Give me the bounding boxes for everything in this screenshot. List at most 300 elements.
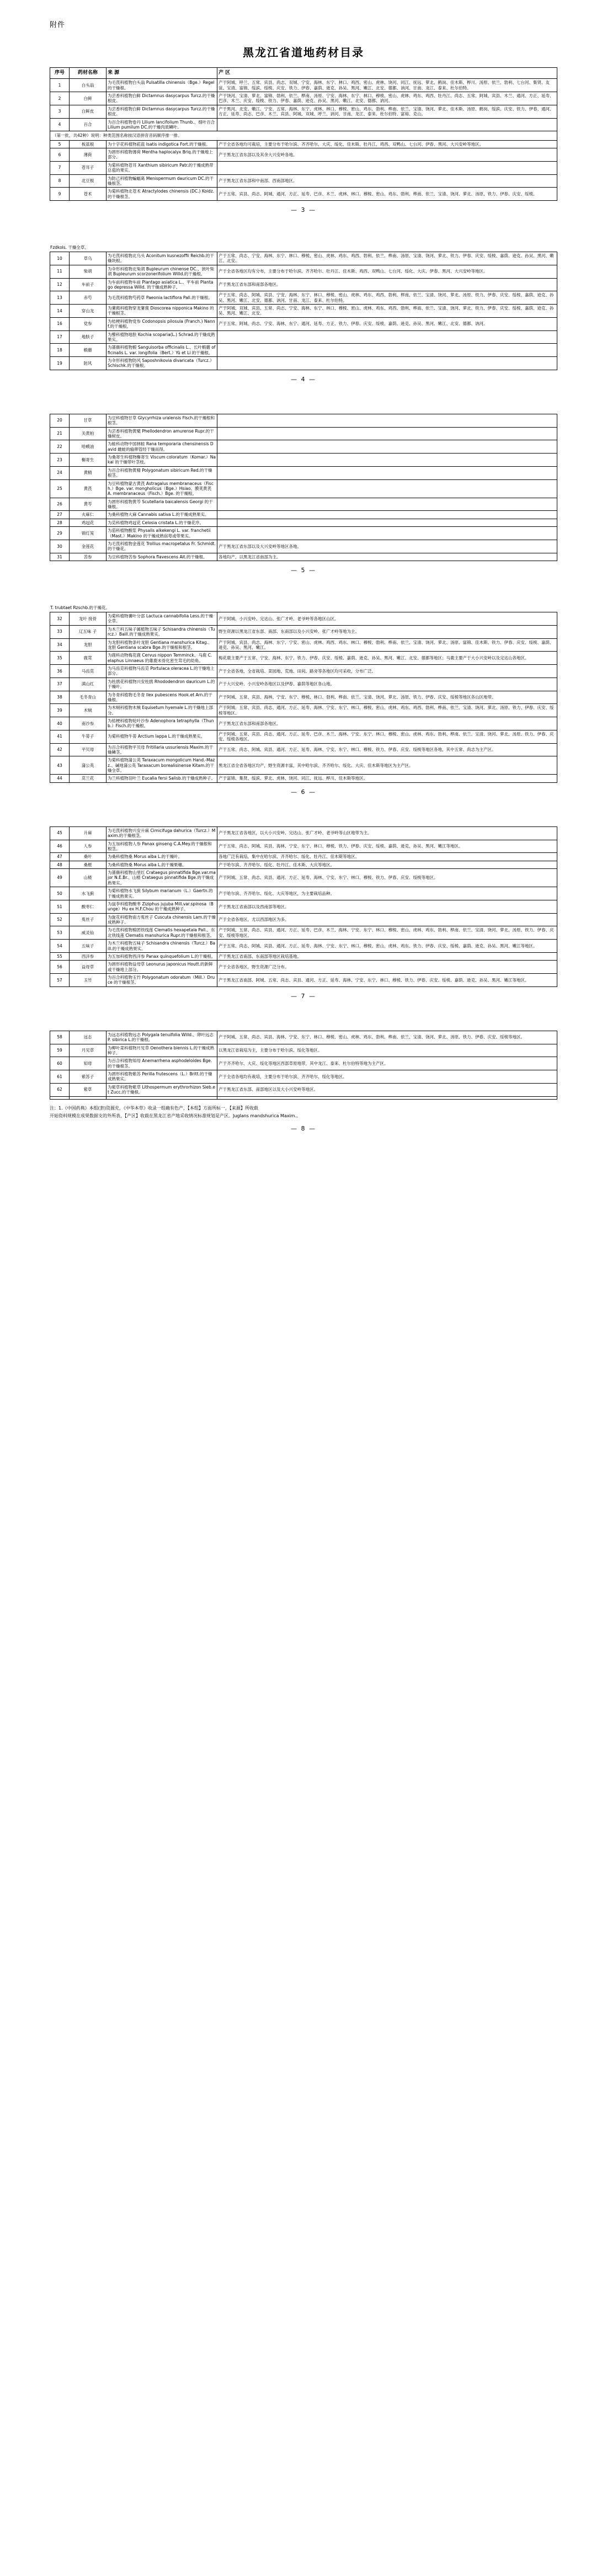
cell-source: 为车前科植物车前 Plantago asiatica L.、平车前 Plantago depressa Willd. 的干燥成熟种子。 (107, 278, 217, 291)
cell-no: 26 (50, 498, 70, 511)
table-row (50, 861, 557, 868)
cell-area: 产于黑龙江省东部以及其余大兴安岭各地。 (217, 148, 557, 162)
cell-source: 为百合科植物平贝母 Fritillaria ussuriensis Maxim.的干燥鳞茎。 (107, 743, 217, 756)
table-body-1 (50, 79, 557, 201)
cell-source: 为马齿苋科植物马齿苋 Portulaca oleracea L.的干燥地上部分。 (107, 665, 217, 678)
cell-name: 玉竹 (70, 974, 107, 987)
cell-name: 桑椹 (70, 861, 107, 868)
cell-name: 威灵仙 (70, 926, 107, 940)
cell-name: 紫苏子 (70, 1070, 107, 1084)
cell-area (217, 118, 557, 131)
col-source: 来 源 (107, 68, 217, 79)
cell-name: 草乌 (70, 252, 107, 265)
cell-no: 4 (50, 118, 70, 131)
cell-name: 苍术 (70, 188, 107, 201)
cell-name: 水飞蓟 (70, 887, 107, 900)
cell-no: 42 (50, 743, 70, 756)
table-row (50, 1083, 557, 1096)
table-row (50, 612, 557, 626)
cell-source: 为五加科植物人参 Panax ginseng C.A.Mey.的干燥根和根茎。 (107, 840, 217, 853)
table-header-row (50, 68, 557, 79)
cell-area: 产于黑龙江省东部、南部地区以及大小兴安岭等地区。 (217, 1083, 557, 1096)
cell-no: 11 (50, 265, 70, 278)
cell-area: 产于全省各地区，野生资源广泛分布。 (217, 961, 557, 974)
cell-name: 山楂 (70, 869, 107, 887)
cell-source: 为菊科植物苍耳 Xanthium sibiricum Patr.的干燥成熟带总苞的果实。 (107, 161, 217, 174)
cell-no: 54 (50, 940, 70, 953)
cell-no: 52 (50, 913, 70, 926)
cell-name: 桑叶 (70, 853, 107, 861)
cell-no: 61 (50, 1070, 70, 1084)
cell-name: 甘草 (70, 414, 107, 427)
table-row (50, 278, 557, 291)
page-2 (0, 244, 607, 383)
table-row (50, 756, 557, 775)
cell-source: 为薯蓣科植物穿龙薯蓣 Dioscorea nipponica Makino 的干燥根茎。 (107, 305, 217, 318)
table-row (50, 1031, 557, 1044)
cell-source: 为豆科植物甘草 Glycyrrhiza uralensis Fisch.的干燥根和根茎。 (107, 414, 217, 427)
cell-area: 产于黑龙江省南部、阿城、五常、尚志、宾县、通河、方正、延寿、海林、宁安、东宁、林口、穆棱、铁力、伊春、庆安、绥棱、嘉荫、逊克、孙吴、黑河、嫩江等地区。 (217, 974, 557, 987)
cell-source: 为毛茛科植物棉团铁线莲 Clematis hexapetala Pall.、东北铁线莲 Clematis manshurica Rupr.的干燥根和根茎。 (107, 926, 217, 940)
cell-area: 野生资源以黑龙江省东部、南部、东南部以及小兴安岭、张广才岭等地为主。 (217, 625, 557, 638)
table-row (50, 454, 557, 467)
cell-name: 赤芍 (70, 291, 107, 305)
table-row (50, 853, 557, 861)
cell-source: 为茄科植物酸浆 Physalis alkekengi L. var. franchetii（Mast.）Makino 的干燥成熟宿萼或带果实。 (107, 527, 217, 540)
page-gap (0, 1000, 607, 1031)
cell-area (217, 440, 557, 454)
cell-area: 产于黑龙江省南部以及西南部等地区。 (217, 900, 557, 913)
table-row (50, 940, 557, 953)
continuation-text: Fzdkols. 干燥全草。 (50, 245, 89, 250)
table-row (50, 188, 557, 201)
cell-no: 41 (50, 730, 70, 743)
cell-no: 27 (50, 511, 70, 519)
table-row (50, 479, 557, 498)
cell-name: 哈蟆油 (70, 440, 107, 454)
cell-area: 产于齐齐哈尔、大庆、绥化等地区西部草原地带，其中龙江、泰来、杜尔伯特等地为主产区。 (217, 1057, 557, 1070)
cell-no: 10 (50, 252, 70, 265)
cell-no: 58 (50, 1031, 70, 1044)
cell-source: 为伞形科植物防风 Saposhnikovia divaricata（Turcz.）Schischk.的干燥根。 (107, 357, 217, 370)
col-area: 产 区 (217, 68, 557, 79)
cell-source: 为木贼科植物木贼 Equisetum hyemale L.的干燥地上部分。 (107, 704, 217, 717)
cell-source: 为鹿科动物梅花鹿 Cervus nippon Temminck、马鹿 C. elaphus Linnaeus 的雄鹿未骨化密生茸毛的幼角。 (107, 652, 217, 665)
table-row (50, 317, 557, 330)
cell-no: 23 (50, 454, 70, 467)
cell-area: 黑龙江省全省各地区均产，野生资源丰富，其中哈尔滨、齐齐哈尔、绥化、大庆、佳木斯等地区为主产区。 (217, 756, 557, 775)
cell-source: 为苋科植物鸡冠花 Celosia cristata L.的干燥花序。 (107, 519, 217, 526)
table-row (50, 652, 557, 665)
cell-no: 33 (50, 625, 70, 638)
cell-area (217, 357, 557, 370)
cell-area: 各地均产，以黑龙江省南部为主。 (217, 553, 557, 561)
footnote-1: 注：1.《中国药典》本组(套)资源充，《中华本草》收录一组确有色产，【本组】方面所标一，【来源】所收载 (50, 1105, 258, 1111)
page-gap (0, 796, 607, 826)
cell-source: 为毛茛科植物兴安升麻 Cimicifuga dahurica（Turcz.）Maxim.的干燥根茎。 (107, 826, 217, 840)
cell-no: 57 (50, 974, 70, 987)
cell-no: 24 (50, 466, 70, 479)
cell-source: 为百合科植物知母 Anemarrhena asphodeloides Bge.的干燥根茎。 (107, 1057, 217, 1070)
cell-name: 木贼 (70, 704, 107, 717)
cell-source: 为豆科植物蒙古黄芪 Astragalus membranaceus（Fisch.）Bge. var. mongholicus（Bge.）Hsiao、膜荚黄芪 A. membranaceus（Fisch.）Bge. 的干燥根。 (107, 479, 217, 498)
table-row (50, 540, 557, 553)
cell-no: 31 (50, 553, 70, 561)
cell-source: 为菊科植物水飞蓟 Silybum marianum（L.）Gaertn.的干燥成熟果实。 (107, 887, 217, 900)
footnote-2: 开始资料规模在成果数据支的外所表，【产区】收载在黑龙江省产地采收情况标准规划是产区。Juglans mandshurica Maxim.。 (50, 1113, 301, 1118)
cell-name (70, 1096, 107, 1099)
cell-area: 产于黑龙江省东部和中南部、西南部地区。 (217, 174, 557, 188)
table-row (50, 291, 557, 305)
cell-name: 地肤子 (70, 330, 107, 344)
table-row (50, 840, 557, 853)
cell-name: 牛蒡子 (70, 730, 107, 743)
cell-source: 为蔷薇科植物山里红 Crataegus pinnatifida Bge.var.major N.E.Br.、山楂 Crataegus pinnatifida Bge.的干燥成熟果实。 (107, 869, 217, 887)
cell-name: 党参 (70, 317, 107, 330)
cell-area: 产于五常、尚志、阿城、宾县、宁安、海林、东宁、林口、穆棱、密山、虎林、鸡东、鸡西、勃利、桦南、依兰、宝清、饶河、萝北、汤原、铁力、伊春、庆安、绥棱、嘉荫、逊克、孙吴、黑河、嫩江、北安、德都、讷河、甘南、龙江、泰来、杜尔伯特。 (217, 291, 557, 305)
cell-name: 知母 (70, 1057, 107, 1070)
table-row (50, 466, 557, 479)
table-row (50, 1044, 557, 1057)
cell-source: 为菊科植物牛蒡 Arctium lappa L.的干燥成熟果实。 (107, 730, 217, 743)
table-row (50, 730, 557, 743)
cell-name: 月见草 (70, 1044, 107, 1057)
cell-source: 为旋花科植物南方菟丝子 Cuscuta chinensis Lam.的干燥成熟种子。 (107, 913, 217, 926)
cell-area: 产于黑龙江省东部和南部各地区。 (217, 717, 557, 730)
table-body-6 (50, 1031, 557, 1099)
cell-no: 9 (50, 188, 70, 201)
cell-area (217, 519, 557, 526)
cell-area: 产于全省各地区均有分布，主要分布于哈尔滨、齐齐哈尔、牡丹江、佳木斯、鸡西、双鸭山、七台河、绥化、大庆、伊春、黑河、大兴安岭等地区。 (217, 265, 557, 278)
table-row (50, 974, 557, 987)
cell-no: 38 (50, 691, 70, 704)
cell-no: 20 (50, 414, 70, 427)
cell-source: 为芸香科植物黄檗 Phellodendron amurense Rupr.的干燥树皮。 (107, 427, 217, 440)
cell-source: 为菊科植物蓍叶分部 Lactuca cannabifolia Less.的干燥全草。 (107, 612, 217, 626)
cell-name: 黄精 (70, 466, 107, 479)
table-row (50, 952, 557, 960)
table-row (50, 775, 557, 782)
cell-no: 51 (50, 900, 70, 913)
cell-area: 产于阿城、呼兰、五常、宾县、尚志、双城、宁安、海林、东宁、林口、鸡西、密山、虎林、饶河、同江、抚远、萝北、鹤岗、佳木斯、桦川、汤原、依兰、勃利、七台河、集贤、友谊、宝清、富锦、绥滨、绥棱、庆安、铁力、伊春、嘉荫、逊克、孙吴、黑河、嫩江、北安、德都、讷河、甘南、龙江、泰来、杜尔伯特。 (217, 79, 557, 92)
cell-name: 蒲公英 (70, 756, 107, 775)
cell-no: 37 (50, 678, 70, 691)
cell-source: 为杜鹃花科植物兴安杜鹃 Rhododendron dauricum L.的干燥叶。 (107, 678, 217, 691)
cell-area: 各地广泛有栽培，集中在哈尔滨、齐齐哈尔、绥化、牡丹江、佳木斯等地区。 (217, 853, 557, 861)
table-row (50, 174, 557, 188)
cell-source: 为芸香科植物白鲜 Dictamnus dasycarpus Turcz.的干燥根皮。 (107, 92, 217, 105)
table-row (50, 826, 557, 840)
cell-no: 47 (50, 853, 70, 861)
catalog-table-3 (50, 414, 557, 561)
cell-source: 为菊科植物蒲公英 Taraxacum mongolicum Hand.-Mazz.、碱地蒲公英 Taraxacum borealisinense Kitam.的干燥全草。 (107, 756, 217, 775)
page-number: — 6 — (291, 788, 316, 796)
cell-area (217, 1096, 557, 1099)
catalog-table-5 (50, 826, 557, 987)
cell-no: 39 (50, 704, 70, 717)
catalog-table-2 (50, 252, 557, 370)
table-row (50, 344, 557, 357)
cell-name: 远志 (70, 1031, 107, 1044)
cell-name: 椴蘑 (70, 344, 107, 357)
cell-source: 为毛茛科植物北乌头 Aconitum kusnezoffii Reichb.的干燥块根。 (107, 252, 217, 265)
cell-name: 金莲花 (70, 540, 107, 553)
table-row (50, 140, 557, 148)
table-row (50, 638, 557, 652)
cell-area: 产于阿城、五常、宾县、尚志、通河、方正、延寿、海林、宁安、东宁、林口、穆棱、密山、虎林、鸡东、鸡西、勃利、桦南、依兰、宝清、饶河、萝北、汤原、铁力、伊春、庆安、绥棱等地区。 (217, 704, 557, 717)
cell-area: 产于五常、尚志、宁安、海林、东宁、林口、穆棱、密山、虎林、鸡东、鸡西、勃利、依兰、桦南、汤原、宝清、饶河、萝北、铁力、伊春、庆安、绥棱、嘉荫、逊克、孙吴、黑河、嫩江、北安。 (217, 252, 557, 265)
table-row (50, 427, 557, 440)
cell-name: 升麻 (70, 826, 107, 840)
cell-source: 为唇形科植物益母草 Leonurus japonicus Houtt.的新鲜或干燥地上部分。 (107, 961, 217, 974)
table-row (50, 305, 557, 318)
table-row (50, 913, 557, 926)
cell-area: 产于黑龙江省东部以及大兴安岭等地区各地。 (217, 540, 557, 553)
cell-area: 产于阿城、双城、宾县、五常、尚志、宁安、海林、东宁、林口、穆棱、密山、虎林、鸡东、鸡西、勃利、桦南、依兰、宝清、饶河、萝北、铁力、伊春、庆安、绥棱、嘉荫、逊克、孙吴、黑河、嫩江、北安。 (217, 305, 557, 318)
cell-area: 产于黑龙江省各地区，以大小兴安岭、完达山、张广才岭、老爷岭等山区地带为主。 (217, 826, 557, 840)
cell-area (217, 454, 557, 467)
cell-name: 车前子 (70, 278, 107, 291)
cell-area (217, 161, 557, 174)
table-row (50, 717, 557, 730)
cell-name: 黄芪 (70, 479, 107, 498)
cell-area: 以黑龙江省栽培为主，主要分布于哈尔滨、绥化等地区。 (217, 1044, 557, 1057)
cell-name: 紫草 (70, 1083, 107, 1096)
table-body-5 (50, 826, 557, 986)
cell-name: 薄荷 (70, 148, 107, 162)
cell-name: 火麻仁 (70, 511, 107, 519)
cell-area: 产于五常、尚志、阿城、宾县、通河、方正、延寿、海林、宁安、东宁、林口、穆棱、密山、虎林、鸡东、铁力、伊春、庆安、绥棱、嘉荫、逊克、孙吴、黑河、嫩江等地区。 (217, 940, 557, 953)
cell-area: 产于黑龙江省东部和南部各地区。 (217, 278, 557, 291)
cell-source: 为木兰科五味子属植物五味子 Schisandra chinensis（Turcz.）Baill.的干燥成熟果实。 (107, 625, 217, 638)
cell-area (217, 498, 557, 511)
table-row (50, 161, 557, 174)
col-name: 药材名称 (70, 68, 107, 79)
cell-area: 产于大兴安岭、小兴安岭各地区以及伊春、嘉荫等地区各山地。 (217, 678, 557, 691)
cell-area (217, 414, 557, 427)
cell-source: 为毛茛科植物白头翁 Pulsatilla chinensis（Bge.）Regel 的干燥根。 (107, 79, 217, 92)
cell-source: 为五加科植物西洋参 Panax quinquefolium L.的干燥根。 (107, 952, 217, 960)
cell-no: 7 (50, 161, 70, 174)
cell-area: 产于黑河、北安、嫩江、宁安、五常、海林、东宁、虎林、林口、穆棱、密山、鸡东、勃利、桦南、依兰、宝清、饶河、萝北、佳木斯、汤原、鹤岗、绥滨、庆安、铁力、伊春、通河、方正、延寿、尚志、巴彦、木兰、宾县、阿城、双城、呼兰、讷河、甘南、龙江、泰来、杜尔伯特、富裕、克山。 (217, 105, 557, 118)
cell-source: 为毛茛科植物金莲花 Trollius macropetalus Fr. Schmidt. 的干燥花。 (107, 540, 217, 553)
cell-area: 产于阿城、五常、尚志、宾县、海林、宁安、东宁、林口、穆棱、密山、虎林、鸡东、勃利、桦南、依兰、宝清、饶河、萝北、汤原、铁力、伊春、庆安、绥棱等地区。 (217, 1031, 557, 1044)
cell-no: 12 (50, 278, 70, 291)
cell-name: 苍耳子 (70, 161, 107, 174)
table-row (50, 79, 557, 92)
page-number: — 7 — (291, 992, 316, 1000)
cell-no: 16 (50, 317, 70, 330)
cell-name: 南沙参 (70, 717, 107, 730)
cell-no: 62 (50, 1083, 70, 1096)
cell-no: 53 (50, 926, 70, 940)
cell-area: 产于饶河、宝清、萝北、富锦、勃利、依兰、桦南、汤原、宁安、海林、东宁、林口、穆棱、密山、虎林、鸡东、鸡西、牡丹江、尚志、五常、阿城、宾县、木兰、通河、方正、延寿、巴彦、木兰、庆安、绥棱、铁力、伊春、嘉荫、逊克、孙吴、黑河、嫩江、北安、德都、讷河。 (217, 92, 557, 105)
cell-no: 35 (50, 652, 70, 665)
cell-name: 白头翁 (70, 79, 107, 92)
cell-source: 为十字花科植物菘蓝 Isatis indigotica Fort.的干燥根。 (107, 140, 217, 148)
cell-area (217, 427, 557, 440)
table-row (50, 678, 557, 691)
cell-source (107, 1096, 217, 1099)
cell-no: 1 (50, 79, 70, 92)
cell-name: 柴胡 (70, 265, 107, 278)
page-gap (0, 383, 607, 414)
table-row (50, 743, 557, 756)
cell-no: 28 (50, 519, 70, 526)
cell-name: 板蓝根 (70, 140, 107, 148)
table-row (50, 148, 557, 162)
cell-name: 槲寄生 (70, 454, 107, 467)
cell-source: 为鼠李科植物酸枣 Ziziphus jujuba Mill.var.spinosa（Bunge）Hu ex H.F.Chou 的干燥成熟种子。 (107, 900, 217, 913)
cell-source: 为桑科植物桑 Morus alba L.的干燥果穗。 (107, 861, 217, 868)
page-6 (0, 1031, 607, 1132)
note-row (50, 131, 557, 140)
cell-source: 为百合科植物黄精 Polygonatum sibiricum Red.的干燥根茎。 (107, 466, 217, 479)
table-row (50, 357, 557, 370)
page-number: — 4 — (291, 375, 316, 383)
cell-no: 46 (50, 840, 70, 853)
cell-area: 产于哈尔滨、齐齐哈尔、绥化、牡丹江、佳木斯、大庆等地区。 (217, 861, 557, 868)
cell-source: 为菊科植物北苍术 Atractylodes chinensis (DC.) Koidz.的干燥根茎。 (107, 188, 217, 201)
page-3 (0, 414, 607, 574)
cell-source: 为毛茛科植物芍药草 Paeonia lactiflora Pall.的干燥根。 (107, 291, 217, 305)
cell-area: 产于阿城、五常、尚志、宾县、通河、方正、延寿、海林、宁安、东宁、林口、穆棱、铁力、伊春、庆安、绥棱等地区。 (217, 869, 557, 887)
table-row (50, 625, 557, 638)
cell-source: 为桑寄生科植物槲寄生 Viscum coloratum（Komar.）Nakai 的干燥带叶茎枝。 (107, 454, 217, 467)
table-row (50, 252, 557, 265)
cell-area (217, 466, 557, 479)
cell-name: 防风 (70, 357, 107, 370)
cell-no: 21 (50, 427, 70, 440)
table-body-3 (50, 414, 557, 561)
cell-source: 为伞形科植物北柴胡 Bupleurum chinense DC.、狭叶柴胡 Bupleurum scorzonerifolium Willd.的干燥根。 (107, 265, 217, 278)
cell-no: 49 (50, 869, 70, 887)
cell-area: 产于五常、阿城、尚志、宁安、海林、东宁、通河、延寿、方正、铁力、伊春、庆安、绥棱、嘉荫、逊克、孙吴、黑河、嫩江、北安、德都、讷河。 (217, 317, 557, 330)
page-1 (0, 19, 607, 214)
cell-source: 为桑科植物大麻 Cannabis sativa L.的干燥成熟果实。 (107, 511, 217, 519)
cell-no: 22 (50, 440, 70, 454)
table-row (50, 511, 557, 519)
cell-no: 59 (50, 1044, 70, 1057)
table-body-4 (50, 612, 557, 783)
cell-no: 50 (50, 887, 70, 900)
cell-no: 6 (50, 148, 70, 162)
note-text: （第一批，共42种）说明：种类范围名称按汉语拼音音码顺序排一排。 (50, 131, 557, 140)
cell-no: 30 (50, 540, 70, 553)
cell-no: 60 (50, 1057, 70, 1070)
catalog-table-4 (50, 612, 557, 783)
cell-name: 百合 (70, 118, 107, 131)
cell-source: 为百合科植物卷丹 Lilium lancifolium Thunb.、细叶百合 Lilium pumilum DC.的干燥肉质鳞叶。 (107, 118, 217, 131)
cell-name: 鸡冠花 (70, 519, 107, 526)
table-row (50, 691, 557, 704)
cell-source: 为芸香科植物白鲜 Dictamnus dasycarpus Turcz.的干燥根皮。 (107, 105, 217, 118)
cell-area: 产于五常、尚志、阿城、宾县、海林、宁安、东宁、林口、穆棱、铁力、伊春、庆安、绥棱、嘉荫、逊克、孙吴、黑河、嫩江等地区。 (217, 840, 557, 853)
cell-source: 为豆科植物苦参 Sophora flavescens Ait.的干燥根。 (107, 553, 217, 561)
cell-no: 43 (50, 756, 70, 775)
cell-name: 酸枣仁 (70, 900, 107, 913)
cell-source: 为防己科植物蝙蝠葛 Menispermum dauricum DC.的干燥根茎。 (107, 174, 217, 188)
cell-source: 为桔梗科植物轮叶沙参 Adenophora tetraphylla（Thunb.）Fisch.的干燥根。 (107, 717, 217, 730)
cell-name: 白鲜 (70, 92, 107, 105)
table-row (50, 519, 557, 526)
cell-no: 13 (50, 291, 70, 305)
table-row (50, 926, 557, 940)
table-row (50, 118, 557, 131)
cell-no: 36 (50, 665, 70, 678)
continuation-text: T. trubtaet Rzschb.的干燥花。 (50, 605, 110, 610)
cell-no: 8 (50, 174, 70, 188)
cell-no: 44 (50, 775, 70, 782)
cell-area: 产于阿城、五常、宾县、海林、宁安、东宁、穆棱、林口、勃利、桦南、依兰、宝清、饶河、萝北、汤原、铁力、伊春、庆安、绥棱等地区各山区地带。 (217, 691, 557, 704)
table-row (50, 440, 557, 454)
cell-area: 梅花鹿主要产于五常、宁安、海林、东宁、铁力、伊春、庆安、绥棱、嘉荫、逊克、孙吴、黑河、嫩江、北安、德都等地区；马鹿主要产于大小兴安岭以及完达山各地区。 (217, 652, 557, 665)
cell-no: 48 (50, 861, 70, 868)
cell-area: 产于全省各地区，尤以西部地区为多。 (217, 913, 557, 926)
cell-name: 西洋参 (70, 952, 107, 960)
cell-name: 鹿茸 (70, 652, 107, 665)
cell-area: 产于阿城、小兴安岭、完达山、张广才岭、老爷岭等各地区山区。 (217, 612, 557, 626)
catalog-table-6 (50, 1031, 557, 1100)
table-row (50, 665, 557, 678)
table-row (50, 330, 557, 344)
page-gap (0, 214, 607, 244)
cell-source: 为远志科植物远志 Polygala tenuifolia Willd.、卵叶远志 P. sibirica L.的干燥根。 (107, 1031, 217, 1044)
cell-no: 3 (50, 105, 70, 118)
cell-area: 产于黑龙江省南部、东南部等地区栽培基地。 (217, 952, 557, 960)
cell-area: 产于全省各地，全省栽培、菜园地、荒地、田间、路旁等各地区均可采收，分布广泛。 (217, 665, 557, 678)
cell-name: 益母草 (70, 961, 107, 974)
cell-name: 辽五味 子 (70, 625, 107, 638)
cell-name: 关黄柏 (70, 427, 107, 440)
page-title: 黑龙江省道地药材目录 (243, 46, 364, 59)
cell-area (217, 330, 557, 344)
cell-no: 55 (50, 952, 70, 960)
cell-no: 14 (50, 305, 70, 318)
table-row (50, 1096, 557, 1099)
page-4 (0, 605, 607, 796)
attachment-label: 附件 (50, 21, 66, 29)
cell-area: 产于富锦、集贤、绥滨、萝北、虎林、饶河、同江、抚远、桦川、佳木斯等地区。 (217, 775, 557, 782)
cell-source: 为龙胆科植物条叶龙胆 Gentiana manshurica Kitag.、龙胆 Gentiana scabra Bge.的干燥根和根茎。 (107, 638, 217, 652)
cell-name: 锦灯笼 (70, 527, 107, 540)
cell-no: 34 (50, 638, 70, 652)
cell-name: 黄芩 (70, 498, 107, 511)
cell-name: 龙叶 接骨 (70, 612, 107, 626)
cell-area: 产于哈尔滨、齐齐哈尔、绥化、大庆等地区，为主要栽培品种。 (217, 887, 557, 900)
cell-area (217, 344, 557, 357)
catalog-table-1 (50, 67, 557, 201)
page-5 (0, 826, 607, 1000)
cell-source: 为兰科植物羽叶兰 Eucalia fersi Salisb.的干燥成熟种子。 (107, 775, 217, 782)
cell-source: 为唇形科植物黄芩 Scutellaria baicalensis Georgi 的干燥根。 (107, 498, 217, 511)
cell-source: 为冬青科植物毛冬青 Ilex pubescens Hook.et Arn.的干燥根。 (107, 691, 217, 704)
cell-source: 为唇形科植物薄荷 Mentha haplocalyx Briq.的干燥地上部分。 (107, 148, 217, 162)
cell-area (217, 527, 557, 540)
cell-no: 17 (50, 330, 70, 344)
page-gap (0, 574, 607, 605)
cell-no: 25 (50, 479, 70, 498)
cell-name: 苦参 (70, 553, 107, 561)
cell-name: 白鲜皮 (70, 105, 107, 118)
cell-no: 19 (50, 357, 70, 370)
cell-name: 毛冬青山 (70, 691, 107, 704)
page-number: — 8 — (291, 1124, 316, 1132)
cell-area (217, 479, 557, 498)
table-row (50, 553, 557, 561)
cell-no: 5 (50, 140, 70, 148)
cell-area: 产于全省各地均有栽培，主要分布于哈尔滨、齐齐哈尔、绥化等地区。 (217, 1070, 557, 1084)
